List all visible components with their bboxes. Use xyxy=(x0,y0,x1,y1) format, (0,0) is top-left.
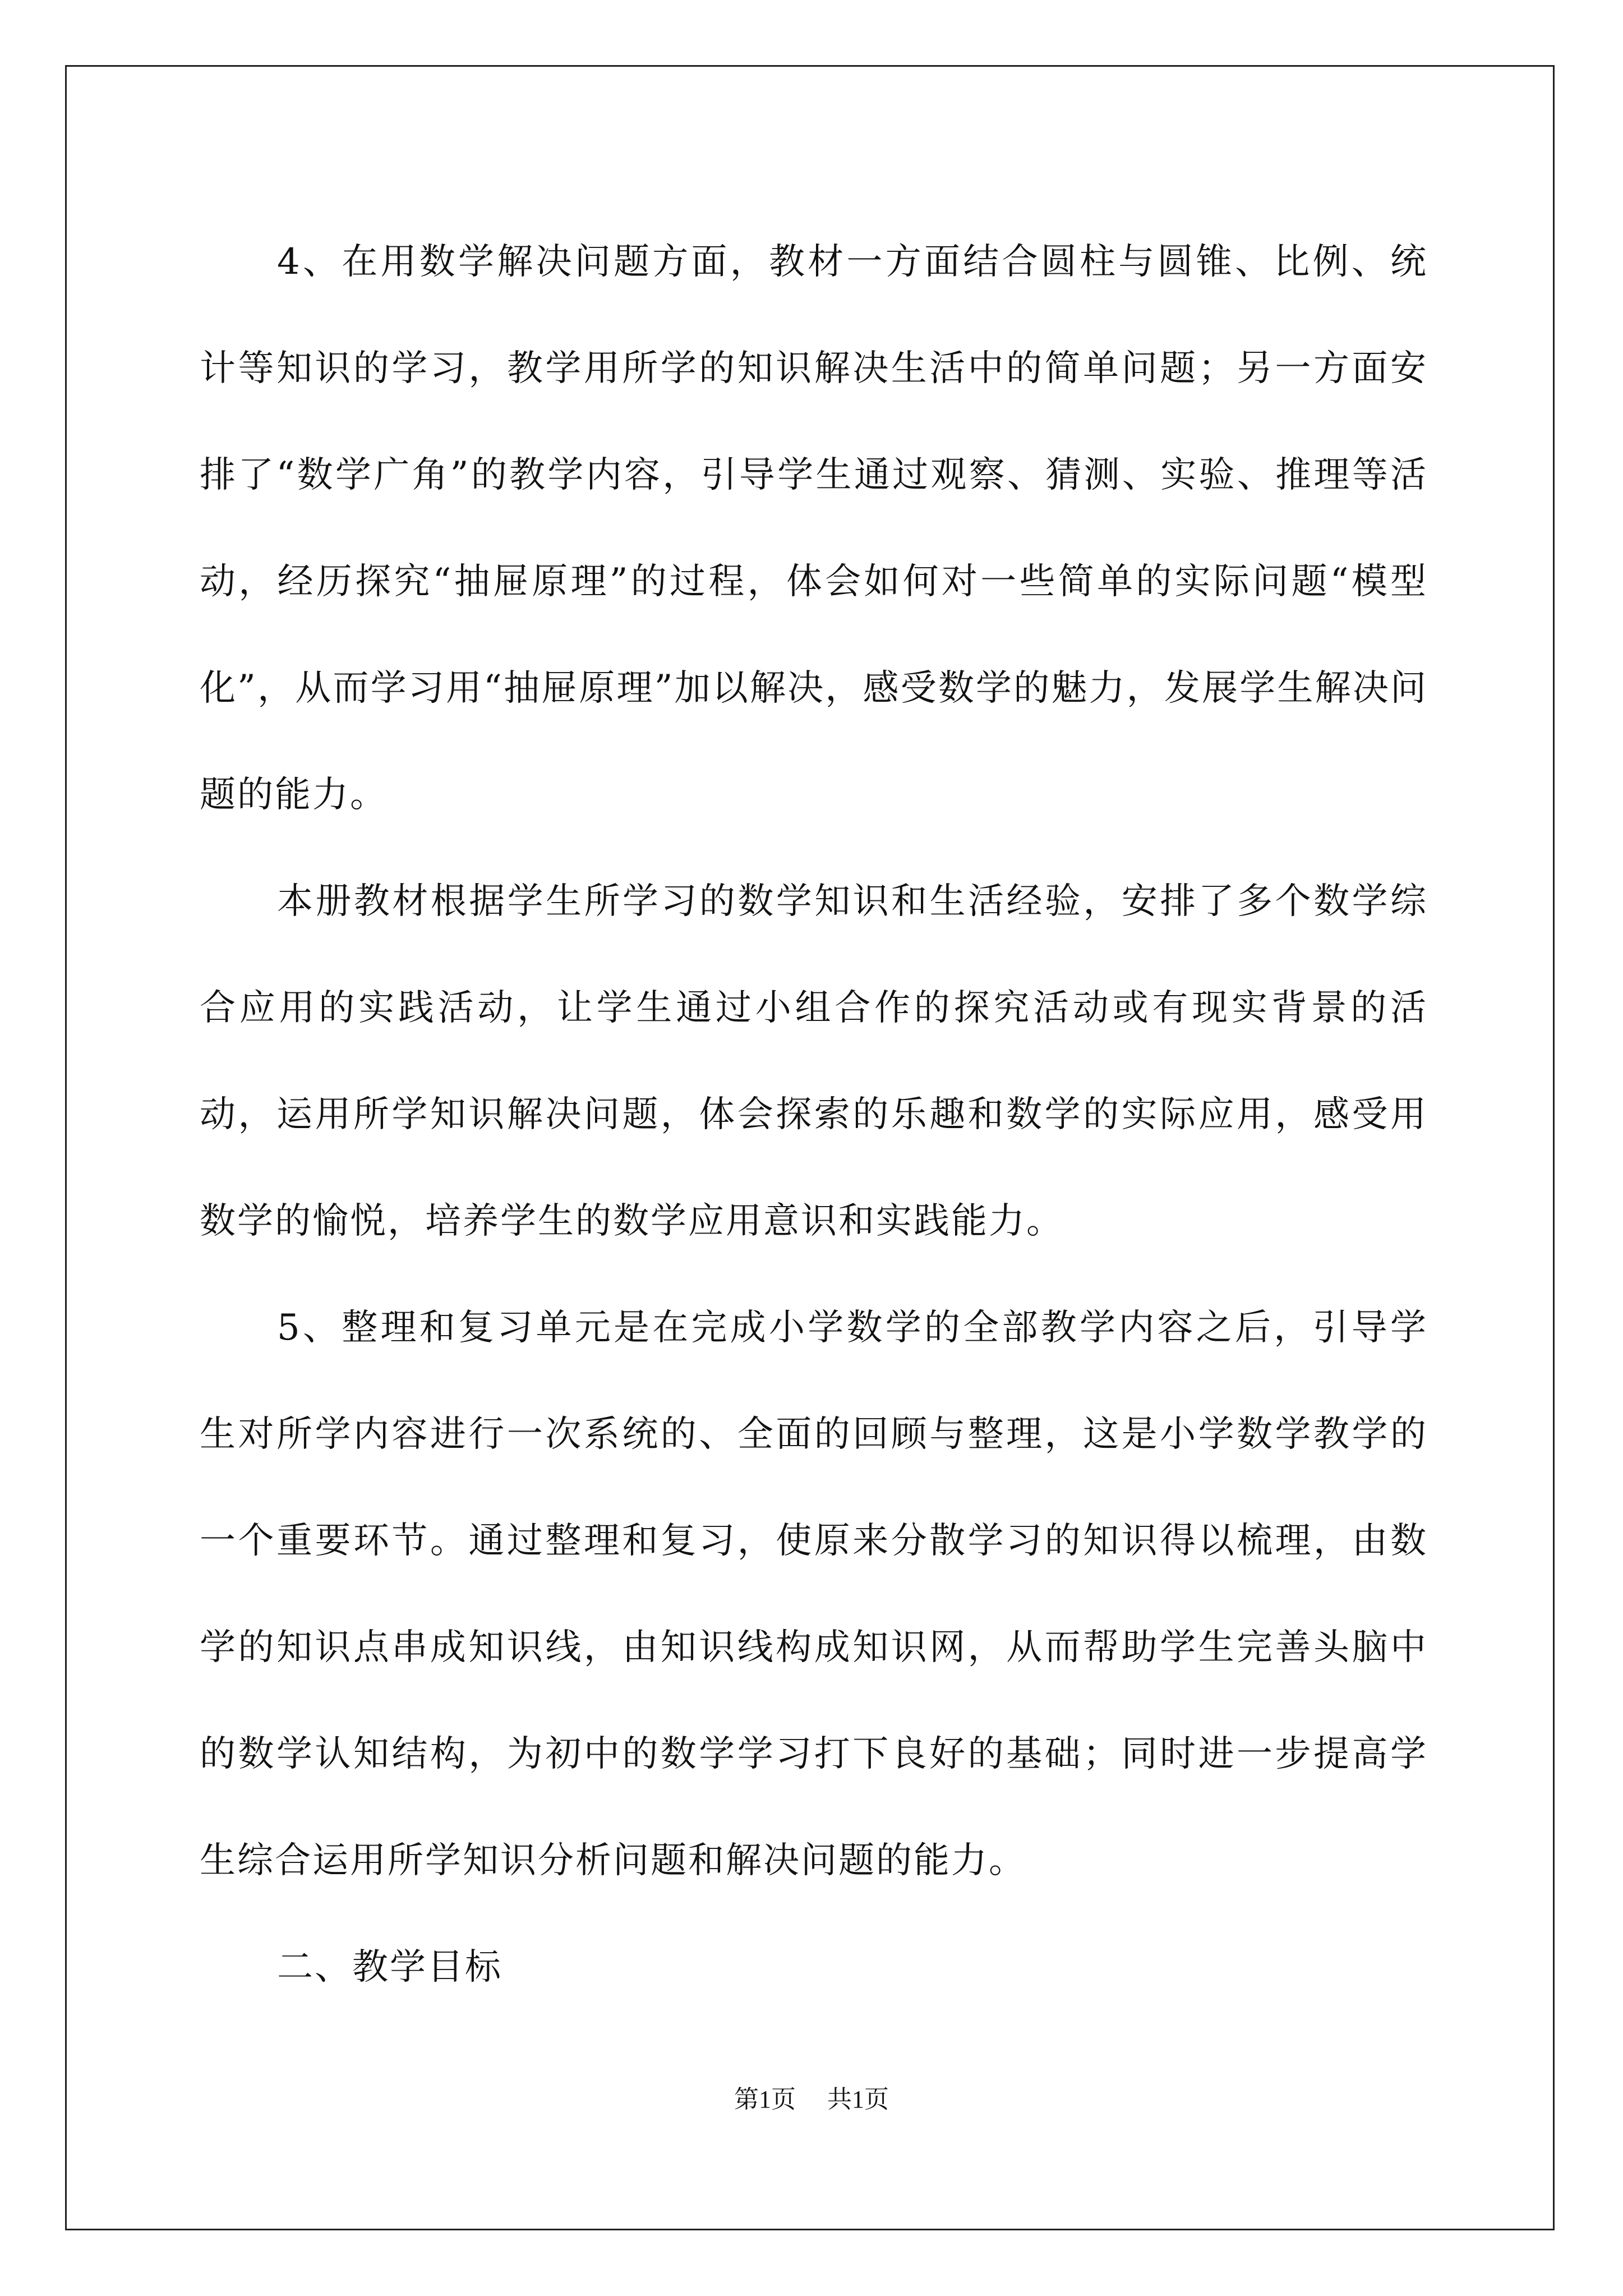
paragraph-3: 5、整理和复习单元是在完成小学数学的全部教学内容之后，引导学生对所学内容进行一次系统的、全面的回顾与整理，这是小学数学教学的一个重要环节。通过整理和复习，使原来分散学习的知识得以梳理，由数学的知识点串成知识线，由知识线构成知识网，从而帮助学生完善头脑中的数学认知结构，为初中的数学学习打下良好的基础；同时进一步提高学生综合运用所学知识分析问题和解决问题的能力。 xyxy=(200,1307,1428,1881)
page-number: 第1页 xyxy=(734,2086,796,2113)
section-heading: 二、教学目标 xyxy=(277,1947,502,1988)
paragraph-2: 本册教材根据学生所学习的数学知识和生活经验，安排了多个数学综合应用的实践活动，让学生通过小组合作的探究活动或有现实背景的活动，运用所学知识解决问题，体会探索的乐趣和数学的实际应用，感受用数学的愉悦，培养学生的数学应用意识和实践能力。 xyxy=(200,881,1428,1242)
document-body xyxy=(200,209,1428,2021)
page-footer xyxy=(0,2079,1623,2115)
page-total: 共1页 xyxy=(827,2086,889,2113)
paragraph-1: 4、在用数学解决问题方面，教材一方面结合圆柱与圆锥、比例、统计等知识的学习，教学用所学的知识解决生活中的简单问题；另一方面安排了“数学广角”的教学内容，引导学生通过观察、猜测、实验、推理等活动，经历探究“抽屉原理”的过程，体会如何对一些简单的实际问题“模型化”，从而学习用“抽屉原理”加以解决，感受数学的魅力，发展学生解决问题的能力。 xyxy=(200,241,1428,816)
